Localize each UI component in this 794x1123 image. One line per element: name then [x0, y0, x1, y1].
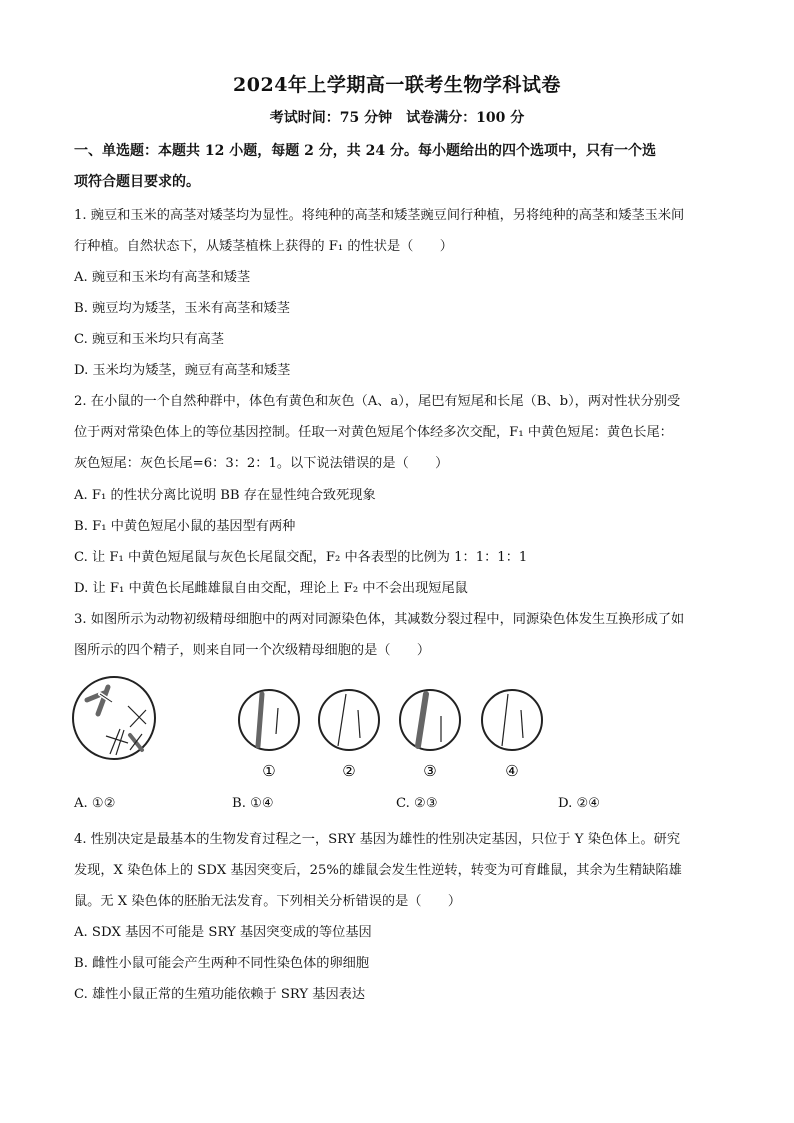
q4-stem-line-1: 4. 性别决定是最基本的生物发育过程之一，SRY 基因为雄性的性别决定基因，只位于 Y 染色体上。研究 — [74, 832, 681, 847]
q1-option-b: B. 豌豆均为矮茎，玉米有高茎和矮茎 — [74, 301, 290, 316]
q2-stem-line-2: 位于两对常染色体上的等位基因控制。任取一对黄色短尾个体经多次交配，F₁ 中黄色短尾：黄色长尾： — [74, 425, 673, 440]
q1-option-c: C. 豌豆和玉米均只有高茎 — [74, 332, 224, 347]
q1-option-d: D. 玉米均为矮茎，豌豆有高茎和矮茎 — [74, 363, 291, 378]
q3-option-c: C. ②③ — [396, 796, 438, 811]
q3-stem-line-1: 3. 如图所示为动物初级精母细胞中的两对同源染色体，其减数分裂过程中，同源染色体发生互换形成了如 — [74, 612, 685, 627]
section-heading-line-2: 项符合题目要求的。 — [74, 174, 200, 190]
q1-stem-line-1: 1. 豌豆和玉米的高茎对矮茎均为显性。将纯种的高茎和矮茎豌豆间行种植，另将纯种的高茎和矮茎玉米间 — [74, 208, 685, 223]
q2-option-d: D. 让 F₁ 中黄色长尾雌雄鼠自由交配，理论上 F₂ 中不会出现短尾鼠 — [74, 581, 468, 596]
q2-option-b: B. F₁ 中黄色短尾小鼠的基因型有两种 — [74, 519, 296, 534]
sperm-cell-3 — [400, 690, 460, 750]
q1-option-a: A. 豌豆和玉米均有高茎和矮茎 — [74, 270, 251, 285]
q3-stem-line-2: 图所示的四个精子，则来自同一个次级精母细胞的是（ ） — [74, 643, 431, 658]
q3-option-a: A. ①② — [74, 796, 116, 811]
q4-option-a: A. SDX 基因不可能是 SRY 基因突变成的等位基因 — [74, 925, 372, 940]
figure-label-1: ① — [262, 762, 276, 780]
q2-stem-line-3: 灰色短尾：灰色长尾=6：3：2：1。以下说法错误的是（ ） — [74, 456, 449, 471]
section-heading-line-1: 一、单选题：本题共 12 小题，每题 2 分，共 24 分。每小题给出的四个选项中，只有一个选 — [74, 143, 656, 159]
q4-option-b: B. 雌性小鼠可能会产生两种不同性染色体的卵细胞 — [74, 956, 370, 971]
figure-label-4: ④ — [505, 762, 519, 780]
q3-option-d: D. ②④ — [558, 796, 601, 811]
sperm-cell-2 — [319, 690, 379, 750]
q4-option-c: C. 雄性小鼠正常的生殖功能依赖于 SRY 基因表达 — [74, 987, 366, 1002]
q4-stem-line-3: 鼠。无 X 染色体的胚胎无法发育。下列相关分析错误的是（ ） — [74, 894, 462, 909]
q2-stem-line-1: 2. 在小鼠的一个自然种群中，体色有黄色和灰色（A、a），尾巴有短尾和长尾（B、b），两对性状分别受 — [74, 394, 681, 409]
exam-subtitle: 考试时间：75 分钟 试卷满分：100 分 — [269, 110, 525, 126]
q2-option-c: C. 让 F₁ 中黄色短尾鼠与灰色长尾鼠交配，F₂ 中各表型的比例为 1：1：1：1 — [74, 550, 528, 565]
q4-stem-line-2: 发现，X 染色体上的 SDX 基因突变后，25%的雄鼠会发生性逆转，转变为可育雌鼠，其余为生精缺陷雄 — [74, 863, 682, 878]
q2-option-a: A. F₁ 的性状分离比说明 BB 存在显性纯合致死现象 — [74, 488, 376, 503]
sperm-cell-4 — [482, 690, 542, 750]
sperm-cell-1 — [239, 690, 299, 750]
q3-option-b: B. ①④ — [232, 796, 274, 811]
q3-figure — [70, 672, 560, 787]
exam-title: 2024年上学期高一联考生物学科试卷 — [233, 74, 561, 96]
primary-spermatocyte-cell — [73, 677, 155, 759]
figure-label-2: ② — [342, 762, 356, 780]
q1-stem-line-2: 行种植。自然状态下，从矮茎植株上获得的 F₁ 的性状是（ ） — [74, 239, 453, 254]
figure-label-3: ③ — [423, 762, 437, 780]
